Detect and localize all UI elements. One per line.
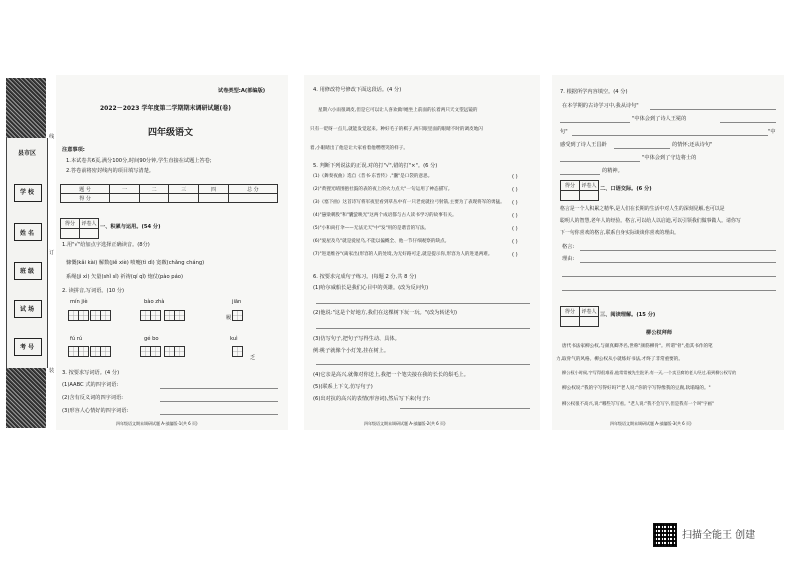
q7-title: 7. 根据所学内容填空。(4 分) xyxy=(560,89,628,95)
mini-score-entry[interactable] xyxy=(561,191,580,201)
page-footer: 四年级语文期末调研试题 A-部编版-3(共 6 页) xyxy=(610,421,692,426)
writing-cell[interactable] xyxy=(78,310,89,321)
q4-line: 只有一眨呀一点儿,就能发觉起来。种好毛子的棋子,两只眼里面的眼睛不时的调皮地闪 xyxy=(310,127,483,132)
binding-mark-line: 线 xyxy=(49,134,55,140)
answer-line[interactable] xyxy=(316,303,530,304)
score-entry-cell[interactable] xyxy=(110,194,140,203)
q5-item: (5)"小和尚打伞——无法无天"中"发"用的是谐音的写法。 xyxy=(313,226,430,231)
page-footer: 四年级语文期末调研试题 A-部编版-1(共 6 页) xyxy=(116,421,198,426)
q5-item: (1)《舞奏夜曲》选自《昔书·东晋传》,"囊"是口袋的意思。 xyxy=(313,174,433,179)
subject-title: 四年级语文 xyxy=(148,128,194,138)
section-2-title: 二、口语交际。(6 分) xyxy=(600,186,652,192)
pinyin-label: mín jiè xyxy=(70,299,88,305)
pinyin-label: bào zhà xyxy=(144,299,165,305)
q4-line: 星期六小雨很调皮,但是它可以让人喜欢做!她坐上前面的长着两只天文望远镜的 xyxy=(318,108,478,113)
page-3 xyxy=(552,75,784,430)
writing-cell[interactable] xyxy=(174,310,185,321)
q2-title: 2. 读拼音,写词语。(10 分) xyxy=(62,288,125,294)
answer-line[interactable] xyxy=(562,276,776,277)
q5-item: (7)"进退维谷"(离家出)形容的人的处境,为无好路可走,就是提示你,形容为人的进退两难。 xyxy=(313,252,493,257)
answer-line[interactable] xyxy=(560,174,600,175)
score-header-cell: 四 xyxy=(199,185,229,194)
writing-cell[interactable] xyxy=(100,310,111,321)
reading-line: 柳公权说:"我的字写得好吗?"老人说:"你的字写得像我的豆腐,软塌塌的。" xyxy=(562,386,711,391)
q7-line: 的精神。 xyxy=(602,168,623,174)
score-header-cell: 三 xyxy=(169,185,199,194)
score-row-label: 得 分 xyxy=(61,194,110,203)
field-county-box[interactable] xyxy=(14,135,40,155)
q6-item: (5)(联系上下文,仿写句子) xyxy=(313,384,373,390)
q6-item: (2)他说:"这是个好地方,我们在这棵树下玩一玩。"(改为转述句) xyxy=(313,310,458,316)
q1-line: 系绳(jì xì) 矢量(shǐ sǐ) 祈祷(qí qǐ) 炮仗(pào páo) xyxy=(66,274,183,280)
binding-mark-order: 订 xyxy=(49,250,55,256)
q6-item: 例:桃子就像个小灯笼,挂在树上。 xyxy=(313,348,390,354)
writing-cell[interactable] xyxy=(232,310,243,321)
reading-line: 唐代书法家柳公权,与颜真卿齐名,世称"颜筋柳骨"。所谓"骨",指其书作的笔 xyxy=(562,344,713,349)
score-entry-cell[interactable] xyxy=(199,194,229,203)
score-entry-cell[interactable] xyxy=(228,194,277,203)
field-label-county: 县市区 xyxy=(17,150,36,157)
q7-line: 的情怀;还从诗句" xyxy=(672,142,713,148)
note-1: 1.本试卷共6页,满分100分,时间90分钟,学生直接在试题上答卷; xyxy=(66,158,212,164)
score-entry-cell[interactable] xyxy=(169,194,199,203)
q5-title: 5. 判断下列说法的正误,对的打"√",错的打"×"。(6 分) xyxy=(313,163,438,169)
reading-line: 柳公权很不高兴,说:"哪些写写看。"老人说:"我不会写字,但是我有一个叫"字画" xyxy=(562,402,714,407)
answer-line[interactable] xyxy=(316,328,530,329)
mini-score-entry[interactable] xyxy=(561,317,580,327)
page-footer: 四年级语文期末调研试题 A-部编版-2(共 6 页) xyxy=(364,421,446,426)
mini-score-entry[interactable] xyxy=(580,317,599,327)
score-header-cell: 题 号 xyxy=(61,185,110,194)
field-label-room: 试 场 xyxy=(19,306,35,313)
answer-bracket[interactable]: ( ) xyxy=(512,174,518,180)
q3-line: (2)含有反义词的四字词语: xyxy=(62,395,123,401)
q7-line: "中体会到了诗人王冕的 xyxy=(632,116,687,122)
q5-item: (3)《塞下曲》这首诗写将军夜里看到草丛中有一只老虎就拉弓射箭,主要为了表现将军的勇猛。 xyxy=(313,200,505,205)
oral-text: 下一句你喜欢的格言,联系自身实际谈谈你喜欢的理由。 xyxy=(560,230,679,236)
side-char: 乏 xyxy=(250,355,256,361)
q7-line: 在本学期的古诗学习中,我从诗句" xyxy=(562,103,639,109)
q3-title: 3. 按要求写词语。(4 分) xyxy=(62,370,120,376)
mini-score-label: 评卷人 xyxy=(580,181,599,191)
answer-line[interactable] xyxy=(580,250,776,251)
answer-bracket[interactable]: ( ) xyxy=(512,226,518,232)
mini-score-label: 得分 xyxy=(561,181,580,191)
answer-line[interactable] xyxy=(160,401,278,402)
mini-score-label: 得分 xyxy=(561,307,580,317)
q7-line: "中体会到了守边将士的 xyxy=(642,155,697,161)
writing-cell[interactable] xyxy=(232,346,243,357)
answer-line[interactable] xyxy=(562,290,776,291)
writing-cell[interactable] xyxy=(174,346,185,357)
answer-line[interactable] xyxy=(160,388,278,389)
paper-type: 试卷类型:A(部编版) xyxy=(218,88,266,94)
q6-item: (4)它亲是高兴,就像对你送上,我把一个笔尖接在我的长长的鬃毛上。 xyxy=(313,372,469,378)
q6-item: (6)出对抗的高兴的表情(形容词),然后写下来(句子): xyxy=(313,396,431,402)
q7-line: 感受到了诗人王昌龄 xyxy=(560,142,607,148)
writing-cell[interactable] xyxy=(100,346,111,357)
mini-score-label: 得分 xyxy=(61,219,80,229)
writing-cell[interactable] xyxy=(78,346,89,357)
exam-title: 2022－2023 学年度第二学期期末调研试题(卷) xyxy=(100,105,231,112)
scanner-watermark: 扫描全能王 创建 xyxy=(682,530,756,541)
mini-score-table-2 xyxy=(560,180,599,201)
pinyin-label: kuì xyxy=(230,336,238,342)
q1-line: 慷慨(kǎi kài) 解数(jiě xiè) 喷嚏(tì dì) 宽敞(chǎng cháng) xyxy=(66,260,205,266)
reading-title: 柳公权拜师 xyxy=(646,330,672,336)
pinyin-label: jiān xyxy=(232,299,242,305)
pinyin-label: gé bo xyxy=(144,336,159,342)
score-header-cell: 总 分 xyxy=(228,185,277,194)
section-3-title: 三、阅读理解。(15 分) xyxy=(600,312,656,318)
answer-bracket[interactable]: ( ) xyxy=(512,200,518,206)
q3-line: (1)AABC 式的四字词语: xyxy=(62,382,119,388)
side-char: 履 xyxy=(226,315,232,321)
score-table xyxy=(60,184,278,203)
answer-line[interactable] xyxy=(316,364,530,365)
binding-strip-pattern-bottom xyxy=(6,368,46,428)
score-entry-cell[interactable] xyxy=(139,194,169,203)
q7-line: "中 xyxy=(768,129,776,135)
field-class-box[interactable] xyxy=(14,262,42,280)
score-header-cell: 二 xyxy=(139,185,169,194)
q4-line: 着,小眼睛出了他是让大家看着他嘿嘿笑的样子。 xyxy=(310,146,408,151)
writing-cell[interactable] xyxy=(150,310,161,321)
q6-title: 6. 按要求完成句子练习。(每题 2 分,共 8 分) xyxy=(313,274,417,280)
notes-heading: 注意事项: xyxy=(62,147,85,153)
field-label-number: 考 号 xyxy=(19,344,35,351)
mini-score-table-3 xyxy=(560,306,599,327)
q5-item: (4)"悬梁刺股"和"囊萤映光"这两个成语都与古人读书学习的故事有关。 xyxy=(313,213,457,218)
answer-line[interactable] xyxy=(400,408,530,409)
q5-item: (2)"黄狸光晴围抱社鼓的表的夜上的火力点大"一句运用了神态描写。 xyxy=(313,187,453,192)
q6-item: (1)哈尔威船长是我们心目中的英雄。(改为反问句) xyxy=(313,285,429,291)
answer-line[interactable] xyxy=(580,262,776,263)
section-1-title: 一、积累与运用。(54 分) xyxy=(100,224,161,230)
q4-title: 4. 用修改符号修改下面这段话。(4 分) xyxy=(313,87,402,93)
q3-line: (3)形容人心情好的四字词语: xyxy=(62,408,129,414)
field-label-school: 学 校 xyxy=(19,189,35,196)
mini-score-label: 评卷人 xyxy=(80,219,99,229)
field-name-box[interactable] xyxy=(14,223,42,241)
mini-score-table-1 xyxy=(60,218,99,239)
q5-item: (6)"爱屋及乌"就是爱屋乌,不能以偏概全、他一节仔细观察的缺点。 xyxy=(313,239,450,244)
pinyin-label: fú rú xyxy=(70,336,83,342)
writing-cell[interactable] xyxy=(150,346,161,357)
note-2: 2.答卷前将密封线内的项目填写清楚。 xyxy=(66,168,154,174)
answer-line[interactable] xyxy=(160,414,278,415)
score-header-cell: 一 xyxy=(110,185,140,194)
answer-line[interactable] xyxy=(614,148,670,149)
field-school-box[interactable] xyxy=(14,184,42,202)
answer-bracket[interactable]: ( ) xyxy=(512,252,518,258)
q7-line: 句" xyxy=(560,129,568,135)
field-room-box[interactable] xyxy=(14,300,42,318)
oral-label: 格言: xyxy=(562,244,575,250)
field-number-box[interactable] xyxy=(14,338,42,356)
mini-score-entry[interactable] xyxy=(580,191,599,201)
answer-bracket[interactable]: ( ) xyxy=(512,213,518,219)
field-label-class: 班 级 xyxy=(19,268,35,275)
binding-strip xyxy=(6,138,48,368)
answer-bracket[interactable]: ( ) xyxy=(512,187,518,193)
field-label-name: 姓 名 xyxy=(19,230,35,237)
reading-line: 力,取骨气的风格。柳公权从小就练好书法,才终了非常重要的。 xyxy=(556,357,683,362)
oral-label: 理由: xyxy=(562,256,575,262)
answer-bracket[interactable]: ( ) xyxy=(512,239,518,245)
binding-strip-pattern-top xyxy=(6,78,46,138)
reading-line: 柳公权小时候,字写得很难看,他常常被先生批评,有一天,一个卖豆腐的老人经过,看到柳公权写的 xyxy=(562,370,737,375)
binding-mark-mount: 装 xyxy=(49,368,55,374)
answer-line[interactable] xyxy=(560,122,630,123)
answer-line[interactable] xyxy=(720,122,776,123)
mini-score-entry[interactable] xyxy=(80,229,99,239)
oral-text: 聪明人的智慧,老年人的经验。格言,可以给人以启迪,可以引领我们做事做人。请你写 xyxy=(560,218,741,224)
q6-item: (3)仿写句子,把句子写得生动、具体。 xyxy=(313,336,400,342)
mini-score-label: 评卷人 xyxy=(580,307,599,317)
qr-code-icon xyxy=(653,523,677,547)
oral-text: 格言是一个人积累之精华,是人们在长期的生活中对人生的深刻见解,也可以是 xyxy=(560,206,725,212)
q1-title: 1.用"√"给加点字选择正确读音。(8分) xyxy=(62,242,150,248)
mini-score-entry[interactable] xyxy=(61,229,80,239)
answer-line[interactable] xyxy=(650,109,776,110)
answer-line[interactable] xyxy=(572,135,768,136)
answer-line[interactable] xyxy=(560,161,640,162)
